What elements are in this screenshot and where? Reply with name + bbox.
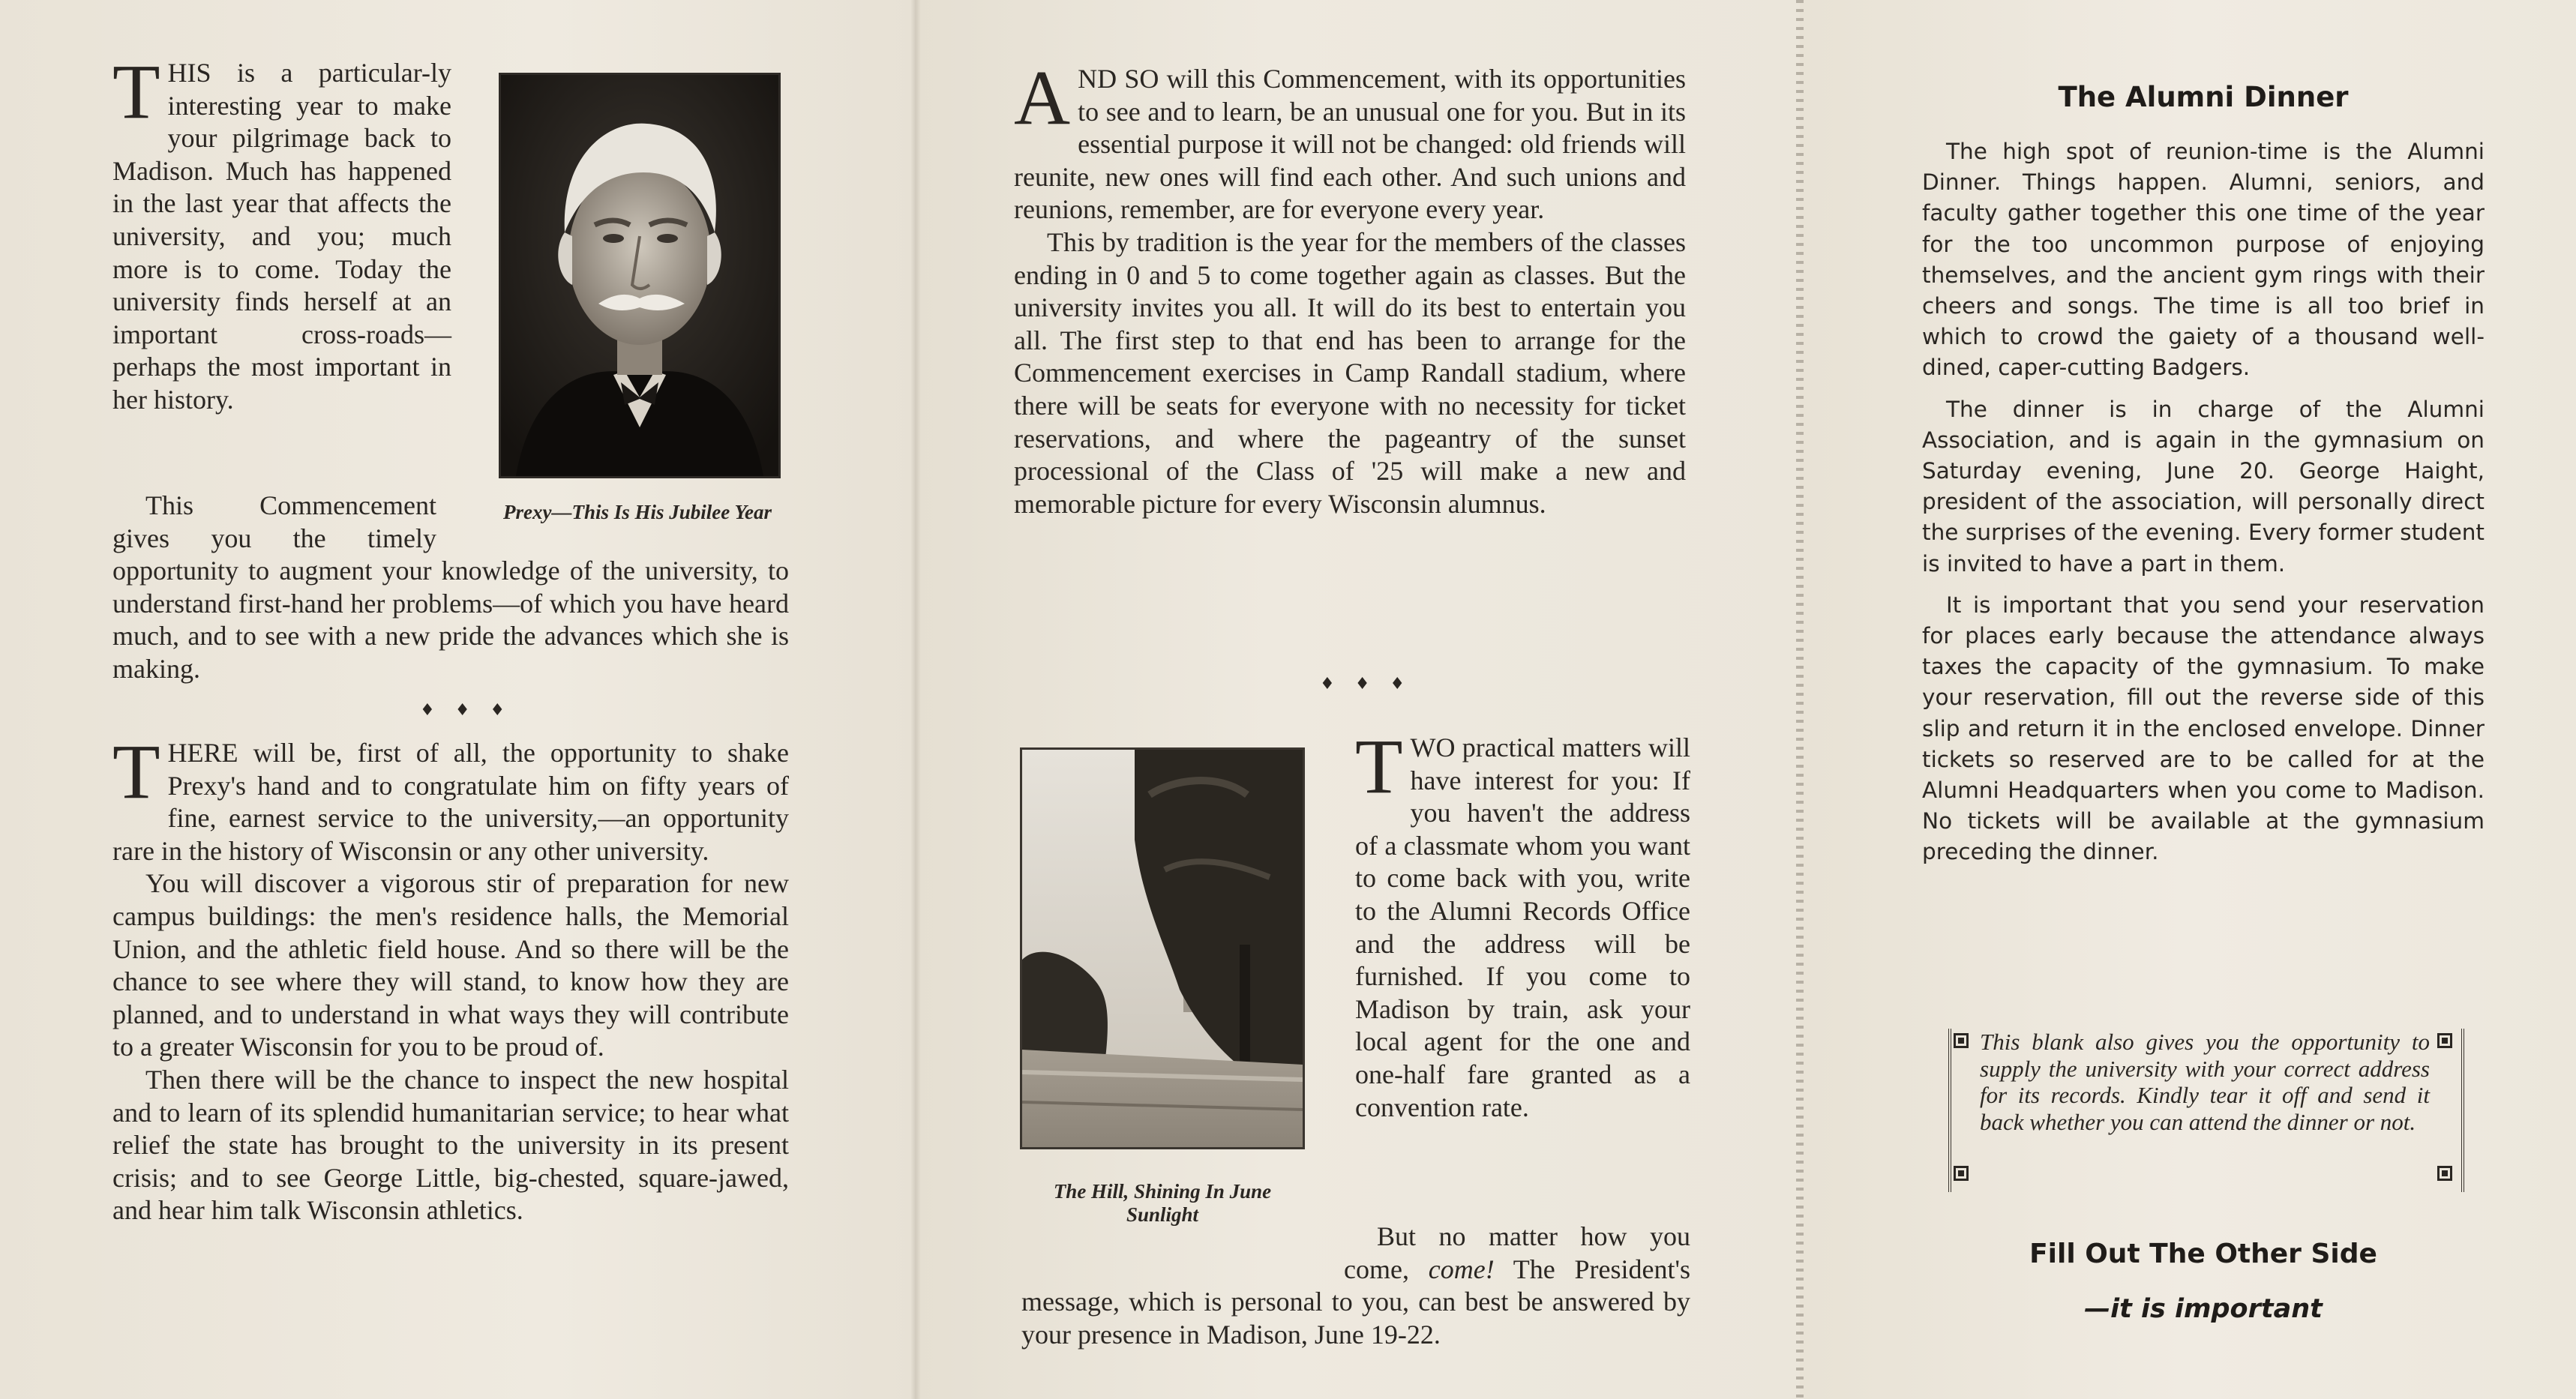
corner-ornament-bottom-left (1954, 1166, 1969, 1181)
fill-out-heading: Fill Out The Other Side (2029, 1239, 2377, 1269)
left-para-2-text: This Commencement gives you the timely opportunity to augment your knowledge of the university, to understand first-hand her problems—of which you have heard much, and to see with a new pride the advances which she is making. (112, 490, 789, 684)
left-para-2 (112, 490, 789, 686)
middle-right-text (1355, 723, 1690, 1124)
alumni-dinner-text (1922, 136, 2485, 879)
corner-ornament-bottom-right (2437, 1166, 2452, 1181)
middle-para-1: ND SO will this Commencement, with its opportunities to see and to learn, be an unusual one for you. But in its essential purpose it will not be changed: old friends will reunite, new ones will find each other. And such unions and reunions, remember, are for everyone every year. (1014, 64, 1686, 225)
perforation-line (1796, 0, 1804, 1399)
dropcap-t-3: T (1355, 723, 1403, 810)
left-para-1: HIS is a particular-ly interesting year to make your pilgrimage back to Madison. Much has happened in the last year that affects the university, and you; much more is to come. Today the university finds herself at an important cross-roads—perhaps the most important in her history. (112, 58, 451, 415)
corner-ornament-top-right (2437, 1033, 2452, 1048)
hill-photo (1020, 747, 1305, 1149)
left-para-3: HERE will be, first of all, the opportunity to shake Prexy's hand and to congratulate him on fifty years of fine, earnest service to the university,—an opportunity rare in the history of Wisconsin or any other university. (112, 738, 789, 866)
fold-crease (910, 0, 921, 1399)
dinner-para-2: The dinner is in charge of the Alumni Association, and is again in the gymnasium on Saturday evening, June 20. George Haight, president of the association, will personally direct the surprises of the evening. Every former student is invited to have a part in them. (1922, 396, 2485, 577)
dropcap-t-2: T (112, 729, 160, 815)
it-is-important-subheading: —it is important (2084, 1294, 2323, 1324)
dinner-para-1: The high spot of reunion-time is the Alumni Dinner. Things happen. Alumni, seniors, and faculty gather together this one time of the year for the too uncommon purpose of enjoying themselves, and the ancient gym rings with their cheers and songs. The time is all too brief in which to crowd the gaiety of a thousand well-dined, caper-cutting Badgers. (1922, 139, 2485, 381)
caption-spacer (436, 490, 789, 554)
photo-caption-spacer (1021, 1221, 1344, 1281)
address-note: This blank also gives you the opportunity to supply the university with your correct address for its records. Kindly tear it off and send it back whether you can attend the dinner or not. (1980, 1029, 2430, 1135)
middle-para-4-end: The President's message, which is personal to you, can best be answered by your presence in Madison, June 19-22. (1021, 1254, 1691, 1350)
hill-illustration (1022, 750, 1303, 1147)
portrait-illustration (501, 75, 778, 476)
left-intro-text (112, 49, 451, 417)
prexy-photo-caption: Prexy—This Is His Jubilee Year (502, 501, 772, 523)
alumni-dinner-title: The Alumni Dinner (2058, 81, 2349, 113)
left-lower-text (112, 729, 789, 1227)
middle-upper-text (1014, 55, 1686, 520)
prexy-portrait-photo (499, 73, 781, 478)
dropcap-t: T (112, 49, 160, 135)
dropcap-a: A (1014, 55, 1071, 141)
dinner-para-3: It is important that you send your reservation for places early because the attendance always taxes the capacity of the gymnasium. To make your reservation, fill out the reverse side of this slip and return it in the enclosed envelope. Dinner tickets so reserved are to be called for at the Alumni Headquarters when you come to Madison. No tickets will be available at the gymnasium preceding the dinner. (1922, 592, 2485, 865)
left-para-5: Then there will be the chance to inspect the new hospital and to learn of its splendid humanitarian service; to hear what relief the state has brought to the university in its present crisis; and to see George Little, big-chested, square-jawed, and hear him talk Wisconsin athletics. (112, 1064, 789, 1226)
corner-ornament-top-left (1954, 1033, 1969, 1048)
left-para-4: You will discover a vigorous stir of preparation for new campus buildings: the men's residence halls, the Memorial Union, and the athletic field house. And so there will be the chance to see where they will stand, to know how they are planned, and to understand in what ways they will contribute to a greater Wisconsin for you to be proud of. (112, 868, 789, 1062)
middle-para-4-start: But no matter how you come, (1344, 1221, 1690, 1284)
middle-para-4-emphasis: come! (1428, 1254, 1495, 1284)
left-ornament: ♦ ♦ ♦ (420, 701, 513, 720)
hill-photo-caption: The Hill, Shining In June Sunlight (1053, 1180, 1272, 1226)
middle-para-3: WO practical matters will have interest for you: If you haven't the address of a classmate whom you want to come back with you, write to the Alumni Records Office and the address will be furnished. If you come to Madison by train, ask your local agent for the one and one-half fare granted as a convention rate. (1355, 732, 1690, 1122)
middle-para-2: This by tradition is the year for the members of the classes ending in 0 and 5 to come together again as classes. But the university invites you all. It will do its best to entertain you all. The first step to that end has been to arrange for the Commencement exercises in Camp Randall stadium, where there will be seats for everyone with no necessity for ticket reservations, and where the pageantry of the sunset processional of the Class of '25 will make a new and memorable picture for every Wisconsin alumnus. (1014, 226, 1686, 519)
middle-para-4 (1021, 1221, 1690, 1351)
middle-ornament: ♦ ♦ ♦ (1320, 675, 1413, 694)
